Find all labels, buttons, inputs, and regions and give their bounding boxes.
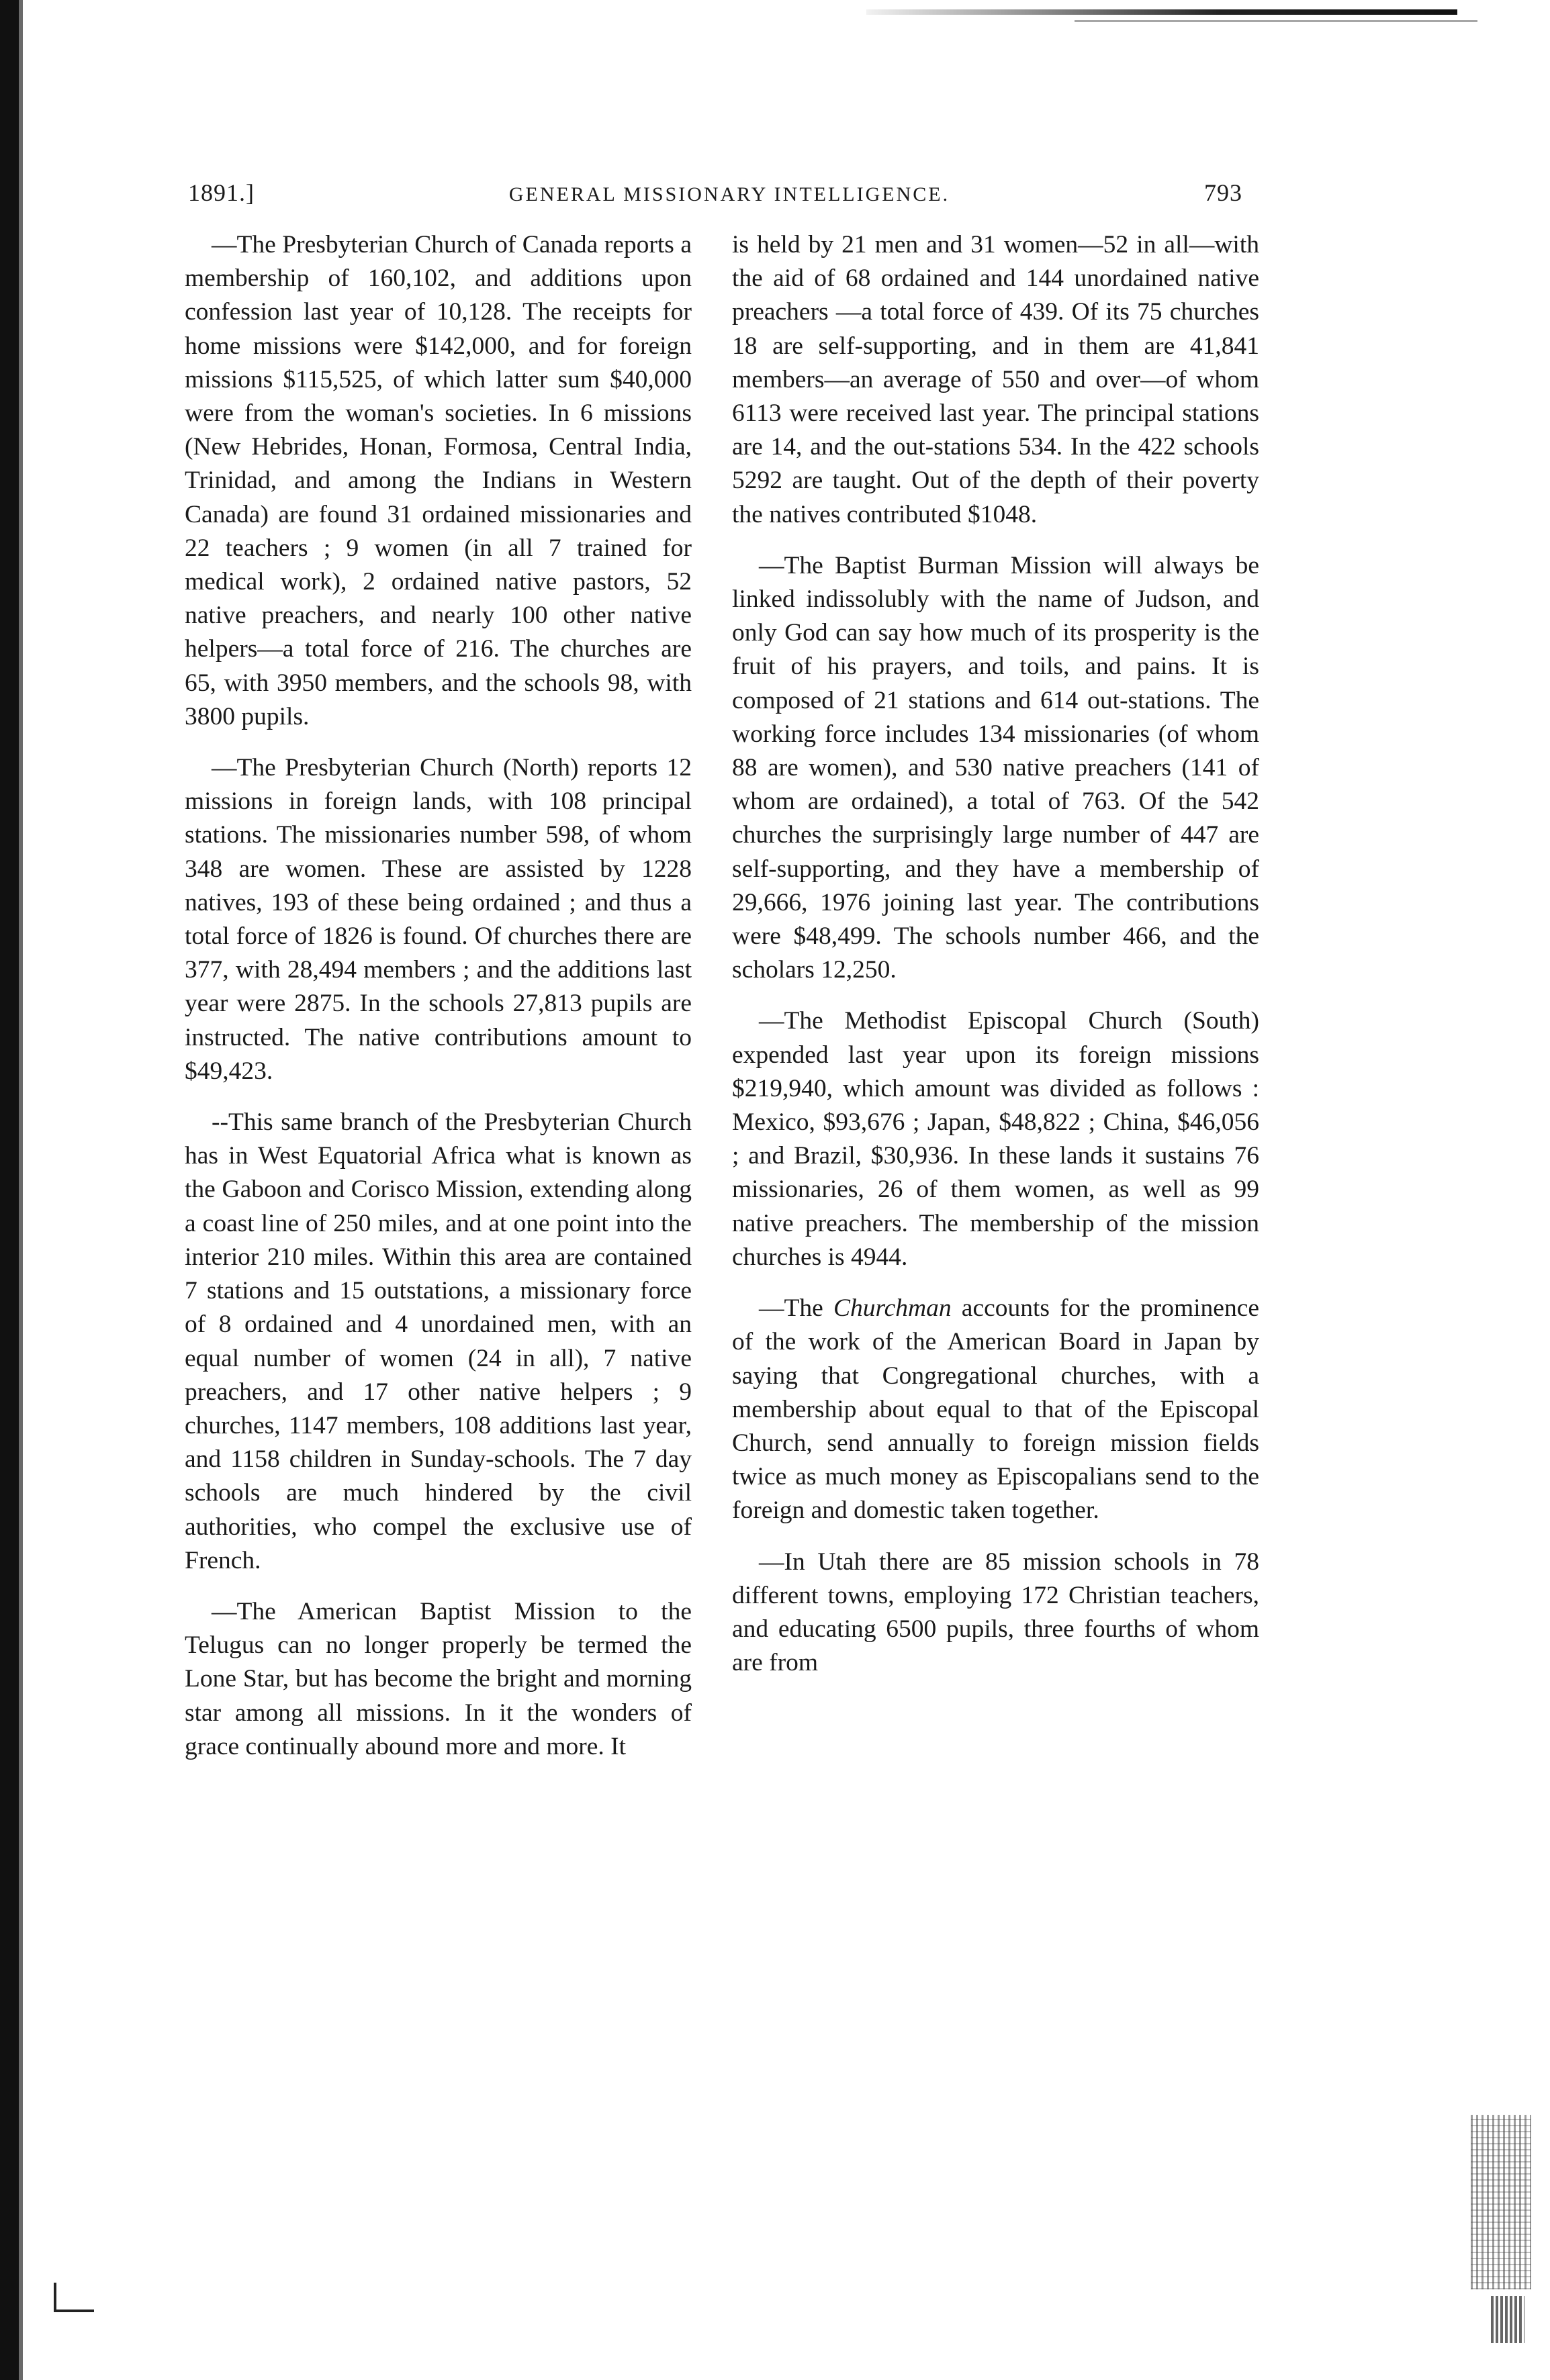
- paragraph-american-baptist-telugus: —The American Baptist Mission to the Telugus can no longer properly be termed the Lone Star, but has become the bright and morning star among all missions. In it the wonders of grace continually abound more and more. It: [185, 1597, 692, 1760]
- paragraph-utah-schools: —In Utah there are 85 mission schools in 78 different towns, employing 172 Christian teachers, and educating 6500 pupils, three fourths of whom are from: [732, 1548, 1259, 1677]
- paragraph-telugus-continued: is held by 21 men and 31 women—52 in all—with the aid of 68 ordained and 144 unordained native preachers —a total force of 439. Of its 75 churches 18 are self-supporting, and in them are 41,841 members—an average of 550 and over—of whom 6113 were received last year. The principal stations are 14, and the out-stations 534. In the 422 schools 5292 are taught. Out of the depth of their poverty the natives contributed $1048.: [732, 231, 1259, 528]
- churchman-before: —The: [759, 1294, 833, 1323]
- scan-corner-mark: [54, 2310, 94, 2312]
- paragraph-gaboon-corisco: --This same branch of the Presbyterian Church has in West Equatorial Africa what is known as the Gaboon and Corisco Mission, extending along a coast line of 250 miles, and at one point into the interior 210 miles. Within this area are contained 7 stations and 15 outstations, a missionary force of 8 ordained and 4 unordained men, with an equal number of women (24 in all), 7 native preachers, and 17 other native helpers ; 9 churches, 1147 members, 108 additions last year, and 1158 children in Sunday-schools. The 7 day schools are much hindered by the civil authorities, who compel the exclusive use of French.: [185, 1108, 692, 1574]
- scan-right-speckle-small: [1491, 2296, 1524, 2343]
- scan-corner-mark-vertical: [54, 2283, 56, 2312]
- churchman-after: accounts for the prominence of the work of the American Board in Japan by saying that Congregational churches, with a membership about equal to that of the Episcopal Church, send annually to foreign mission fields twice as much money as Episcopalians send to the foreign and domestic taken together.: [732, 1294, 1266, 1525]
- left-column: [185, 228, 692, 1781]
- page-number: 793: [1203, 179, 1242, 206]
- scan-left-edge: [0, 0, 19, 2380]
- scan-top-rule-faint: [1075, 20, 1477, 22]
- paragraph-baptist-burman: —The Baptist Burman Mission will always be linked indissolubly with the name of Judson, and only God can say how much of its prosperity is the fruit of his prayers, and toils, and pains. It is composed of 21 stations and 614 out-stations. The working force includes 134 missionaries (of whom 88 are women), and 530 native preachers (141 of whom are ordained), a total of 763. Of the 542 churches the surprisingly large number of 447 are self-supporting, and they have a membership of 29,666, 1976 joining last year. The contributions were $48,499. The schools number 466, and the scholars 12,250.: [732, 551, 1259, 984]
- paragraph-churchman: [732, 1292, 1266, 1527]
- running-head: [188, 179, 1242, 212]
- paragraph-presbyterian-canada: —The Presbyterian Church of Canada reports a membership of 160,102, and additions upon confession last year of 10,128. The receipts for home missions were $142,000, and for foreign missions $115,525, of which latter sum $40,000 were from the woman's societies. In 6 missions (New Hebrides, Honan, Formosa, Central India, Trinidad, and among the Indians in Western Canada) are found 31 ordained missionaries and 22 teachers ; 9 women (in all 7 trained for medical work), 2 ordained native pastors, 52 native preachers, and nearly 100 other native helpers—a total force of 216. The churches are 65, with 3950 members, and the schools 98, with 3800 pupils.: [185, 231, 692, 730]
- scan-right-speckle: [1471, 2115, 1531, 2289]
- paragraph-methodist-episcopal-south: —The Methodist Episcopal Church (South) expended last year upon its foreign missions $219,940, which amount was divided as follows : Mexico, $93,676 ; Japan, $48,822 ; China, $46,056 ; and Brazil, $30,936. In these lands it sustains 76 missionaries, 26 of them women, as well as 99 native preachers. The membership of the mission churches is 4944.: [732, 1007, 1259, 1271]
- running-head-year: 1891.]: [188, 179, 255, 206]
- running-head-title: GENERAL MISSIONARY INTELLIGENCE.: [508, 183, 950, 205]
- churchman-title: Churchman: [833, 1294, 952, 1323]
- scan-left-edge-shadow: [19, 0, 23, 2380]
- paragraph-presbyterian-north: —The Presbyterian Church (North) reports 12 missions in foreign lands, with 108 principal stations. The missionaries number 598, of whom 348 are women. These are assisted by 1228 natives, 193 of these being ordained ; and thus a total force of 1826 is found. Of churches there are 377, with 28,494 members ; and the additions last year were 2875. In the schools 27,813 pupils are instructed. The native contributions amount to $49,423.: [185, 754, 692, 1085]
- right-column: [732, 228, 1266, 1697]
- scan-top-rule: [866, 9, 1457, 15]
